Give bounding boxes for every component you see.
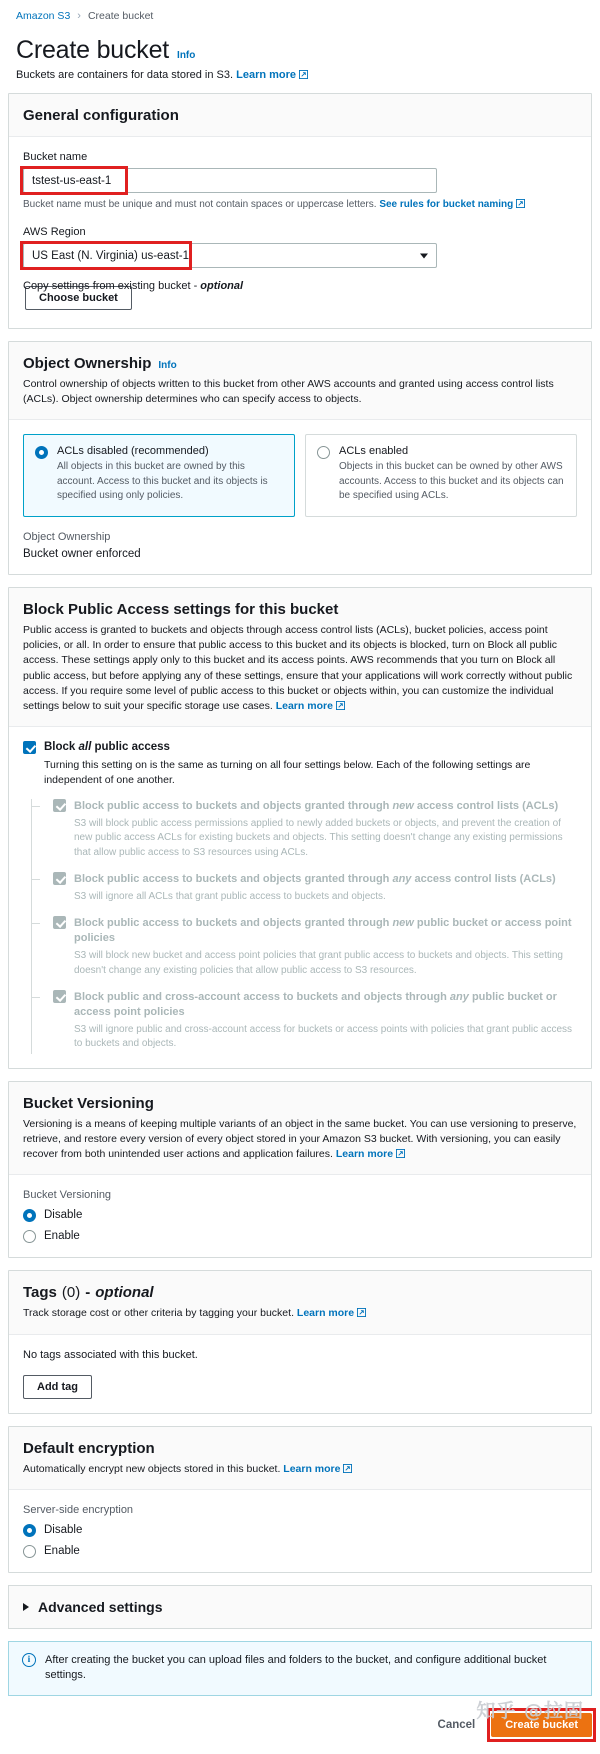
aws-region-select-wrapper — [23, 243, 437, 268]
object-ownership-sub-value: Bucket owner enforced — [23, 547, 141, 560]
block-sub-checkbox-new-policies — [53, 916, 66, 929]
bucket-name-input[interactable] — [23, 168, 437, 193]
acls-enabled-card[interactable] — [305, 434, 577, 517]
default-encryption-learn-more-link[interactable]: Learn more — [283, 1462, 341, 1475]
sub3-italic: any — [449, 991, 469, 1004]
acls-enabled-description: Objects in this bucket can be owned by other AWS accounts. Access to this bucket and its objects can be specified using ACLs. — [339, 461, 564, 502]
breadcrumb — [0, 0, 600, 22]
aws-region-label: AWS Region — [23, 226, 86, 238]
external-link-icon — [343, 1464, 352, 1473]
block-all-public-access-description: Turning this setting on is the same as turning on all four settings below. Each of the following settings are independent of one another. — [44, 759, 531, 787]
bucket-versioning-learn-more-link[interactable]: Learn more — [335, 1148, 394, 1161]
sub0-post: access control lists (ACLs) — [413, 799, 559, 812]
bucket-naming-rules-link[interactable]: See rules for bucket naming — [379, 199, 514, 210]
block-public-access-title: Block Public Access settings for this bucket — [23, 600, 339, 618]
add-tag-button[interactable]: Add tag — [23, 1375, 92, 1399]
tags-dash: - — [85, 1284, 91, 1302]
copy-settings-label — [23, 280, 243, 292]
form-footer — [8, 1699, 592, 1740]
general-configuration-panel — [8, 93, 592, 329]
object-ownership-description: Control ownership of objects written to this bucket from other AWS accounts and granted using access control lists (ACLs). Object ownership determines who can specify access to objects. — [23, 378, 554, 406]
breadcrumb-separator-icon: › — [77, 10, 81, 22]
sub3-pre: Block public and cross-account access to buckets and objects through — [74, 991, 450, 1004]
create-bucket-button-wrapper — [491, 1713, 592, 1737]
sub0-italic: new — [392, 799, 414, 812]
encryption-disable-label: Disable — [44, 1523, 83, 1536]
acls-enabled-radio[interactable] — [317, 446, 330, 459]
tags-title: Tags — [23, 1284, 57, 1302]
block-all-public-access-row[interactable] — [23, 741, 577, 754]
block-sub-item-any-acls — [32, 872, 577, 916]
create-bucket-button[interactable]: Create bucket — [491, 1713, 592, 1737]
copy-settings-block — [23, 280, 577, 314]
block-all-public-access-label — [44, 741, 170, 753]
bucket-versioning-description — [23, 1117, 577, 1163]
sub1-italic: any — [392, 873, 412, 886]
block-sub-title-new-policies — [74, 916, 577, 946]
general-configuration-body — [9, 136, 591, 328]
block-public-access-description-text: Public access is granted to buckets and objects through access control lists (ACLs), bucket policies, access point policies, or all. In order to ensure that public access to this bucket and its objects is blocked, turn on Block all public access. These settings apply only to this bucket and its access points. AWS recommends that you turn on Block all public access, but before applying any of these settings, ensure that your applications will work correctly without public access. If you require some level of public access to this bucket or objects within, you can customize the individual settings below to suit your specific storage use cases. — [23, 623, 573, 713]
acls-disabled-description: All objects in this bucket are owned by this account. Access to this bucket and its objects is specified using only policies. — [57, 461, 268, 502]
external-link-icon — [299, 70, 308, 79]
server-side-encryption-label: Server-side encryption — [23, 1503, 134, 1516]
tags-description-text: Track storage cost or other criteria by tagging your bucket. — [23, 1307, 294, 1320]
block-sub-desc-new-policies: S3 will block new bucket and access point policies that grant public access to buckets and objects. This setting doesn't change any existing policies that allow public access to S3 resources. — [74, 950, 563, 976]
info-alert-text: After creating the bucket you can upload files and folders to the bucket, and configure additional bucket settings. — [45, 1653, 547, 1682]
bucket-versioning-enable-radio[interactable] — [23, 1230, 36, 1243]
default-encryption-header — [9, 1427, 591, 1490]
block-public-access-body — [9, 727, 591, 1068]
breadcrumb-create-bucket: Create bucket — [87, 10, 154, 22]
bucket-versioning-disable-row[interactable] — [23, 1208, 577, 1222]
block-sub-desc-new-acls: S3 will block public access permissions applied to newly added buckets or objects, and prevent the creation of new public access ACLs for existing buckets and objects. This setting doesn't change any existing permissions that allow public access to S3 resources using ACLs. — [74, 817, 563, 858]
object-ownership-panel — [8, 341, 592, 575]
block-sub-item-any-policies — [32, 990, 577, 1054]
acls-enabled-title: ACLs enabled — [339, 445, 409, 458]
bucket-versioning-header — [9, 1082, 591, 1176]
default-encryption-title: Default encryption — [23, 1439, 155, 1457]
sub0-pre: Block public access to buckets and objects granted through — [74, 799, 393, 812]
block-all-public-access-checkbox[interactable] — [23, 741, 36, 754]
choose-bucket-button[interactable]: Choose bucket — [25, 286, 132, 310]
tags-learn-more-link[interactable]: Learn more — [296, 1307, 355, 1320]
encryption-disable-row[interactable] — [23, 1523, 577, 1537]
acls-disabled-radio[interactable] — [35, 446, 48, 459]
block-public-access-sub-items — [31, 799, 577, 1054]
external-link-icon — [336, 701, 345, 710]
block-public-access-description — [23, 623, 577, 714]
block-all-prefix: Block — [44, 741, 79, 754]
block-sub-desc-any-policies: S3 will ignore public and cross-account access for buckets or access points with policies that grant public access to buckets and objects. — [74, 1023, 573, 1050]
bucket-versioning-panel — [8, 1081, 592, 1259]
advanced-settings-accordion[interactable] — [8, 1585, 592, 1629]
info-circle-icon: i — [22, 1653, 36, 1667]
tags-body — [9, 1335, 591, 1413]
default-encryption-description-text: Automatically encrypt new objects stored in this bucket. — [23, 1462, 281, 1475]
copy-settings-label-text: Copy settings from existing bucket - — [23, 280, 201, 292]
sub1-post: access control lists (ACLs) — [411, 873, 556, 886]
page-subtitle-text: Buckets are containers for data stored in S3. — [16, 69, 234, 81]
bucket-versioning-title: Bucket Versioning — [23, 1094, 154, 1112]
block-public-access-panel — [8, 587, 592, 1069]
block-sub-title-any-policies — [74, 990, 577, 1020]
bucket-name-hint — [23, 198, 577, 212]
default-encryption-description — [23, 1462, 577, 1477]
object-ownership-title: Object Ownership — [23, 355, 152, 372]
breadcrumb-amazon-s3[interactable]: Amazon S3 — [16, 10, 71, 22]
encryption-enable-row[interactable] — [23, 1544, 577, 1558]
page-header — [0, 22, 600, 81]
block-public-access-header — [9, 588, 591, 727]
block-sub-checkbox-any-policies — [53, 990, 66, 1003]
block-sub-item-new-acls — [32, 799, 577, 872]
general-configuration-header — [9, 94, 591, 136]
sub2-pre: Block public access to buckets and objects granted through — [74, 917, 393, 930]
bucket-versioning-description-text: Versioning is a means of keeping multiple variants of an object in the same bucket. You can use versioning to preserve, retrieve, and restore every version of every object stored in your Amazon S3 bucket. With versioning, you can easily recover from both unintended user actions and application failures. — [23, 1117, 577, 1161]
tags-header — [9, 1271, 591, 1334]
zhihu-watermark: 知乎 @拉固 — [476, 1699, 584, 1722]
block-all-italic: all — [78, 741, 92, 754]
sub2-italic: new — [392, 917, 414, 930]
page-subtitle — [16, 69, 584, 81]
external-link-icon — [516, 199, 525, 208]
object-ownership-info-link[interactable]: Info — [158, 360, 177, 371]
object-ownership-sub-label: Object Ownership — [23, 530, 111, 543]
object-ownership-options — [23, 434, 577, 517]
sub2-post: public bucket or access point policies — [74, 917, 572, 945]
general-configuration-title: General configuration — [23, 107, 179, 124]
encryption-enable-label: Enable — [44, 1544, 80, 1557]
external-link-icon — [396, 1149, 405, 1158]
bucket-versioning-field-label: Bucket Versioning — [23, 1189, 112, 1202]
tags-empty-text: No tags associated with this bucket. — [23, 1348, 198, 1361]
page-info-link[interactable]: Info — [177, 50, 196, 61]
block-public-access-learn-more-link[interactable]: Learn more — [275, 700, 333, 713]
bucket-versioning-enable-row[interactable] — [23, 1229, 577, 1243]
bucket-name-hint-text: Bucket name must be unique and must not contain spaces or uppercase letters. — [23, 199, 377, 210]
default-encryption-panel — [8, 1426, 592, 1573]
object-ownership-body — [9, 420, 591, 574]
header-learn-more-link[interactable]: Learn more — [236, 69, 297, 81]
tags-description — [23, 1306, 577, 1321]
aws-region-select[interactable]: US East (N. Virginia) us-east-1 — [23, 243, 437, 268]
bucket-versioning-body — [9, 1175, 591, 1257]
encryption-disable-radio[interactable] — [23, 1524, 36, 1537]
sub3-post: public bucket or access point policies — [74, 991, 557, 1018]
bucket-name-label: Bucket name — [23, 151, 88, 163]
block-sub-title-new-acls — [74, 799, 558, 814]
page-title: Create bucket — [16, 36, 170, 64]
external-link-icon — [357, 1308, 366, 1317]
object-ownership-header — [9, 342, 591, 420]
cancel-button[interactable]: Cancel — [428, 1713, 486, 1737]
sub1-pre: Block public access to buckets and objects granted through — [74, 873, 393, 886]
tags-optional: optional — [95, 1284, 154, 1302]
tags-panel — [8, 1270, 592, 1413]
block-sub-title-any-acls — [74, 872, 556, 887]
copy-settings-optional-text: optional — [200, 280, 244, 292]
block-sub-desc-any-acls: S3 will ignore all ACLs that grant public access to buckets and objects. — [74, 890, 386, 902]
acls-disabled-card[interactable] — [23, 434, 295, 517]
info-alert — [8, 1641, 592, 1696]
bucket-versioning-disable-radio[interactable] — [23, 1209, 36, 1222]
advanced-settings-title: Advanced settings — [38, 1598, 163, 1615]
acls-disabled-title: ACLs disabled (recommended) — [57, 445, 209, 458]
encryption-enable-radio[interactable] — [23, 1545, 36, 1558]
block-all-suffix: public access — [91, 741, 170, 754]
bucket-versioning-enable-label: Enable — [44, 1230, 80, 1243]
block-sub-checkbox-new-acls — [53, 799, 66, 812]
tags-count: (0) — [61, 1284, 81, 1302]
block-sub-checkbox-any-acls — [53, 872, 66, 885]
block-sub-item-new-policies — [32, 916, 577, 990]
chevron-right-icon — [23, 1603, 29, 1611]
default-encryption-body — [9, 1490, 591, 1572]
bucket-versioning-disable-label: Disable — [44, 1209, 83, 1222]
